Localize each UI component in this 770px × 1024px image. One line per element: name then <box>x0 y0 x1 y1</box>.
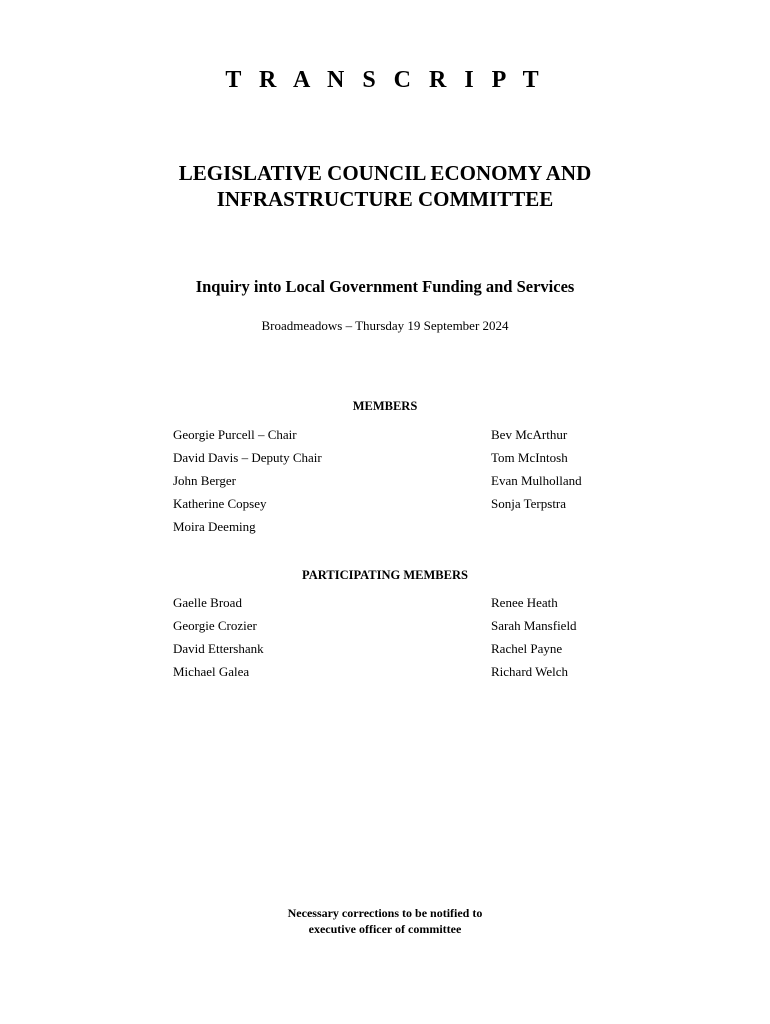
participating-member-name: David Ettershank <box>173 641 264 656</box>
corrections-note-line-2: executive officer of committee <box>308 922 462 936</box>
member-name: Sonja Terpstra <box>491 496 567 511</box>
participating-member-name: Sarah Mansfield <box>491 618 577 633</box>
committee-name <box>0 160 770 212</box>
member-name: Katherine Copsey <box>173 496 267 511</box>
participating-member-name: Richard Welch <box>491 664 569 679</box>
corrections-note <box>0 905 770 937</box>
corrections-note-line-1: Necessary corrections to be notified to <box>287 906 483 920</box>
committee-name-line-1: LEGISLATIVE COUNCIL ECONOMY AND <box>178 161 592 185</box>
member-name: Bev McArthur <box>491 427 568 442</box>
participating-member-name: Renee Heath <box>491 595 558 610</box>
participating-members-heading: PARTICIPATING MEMBERS <box>302 568 468 582</box>
inquiry-title: Inquiry into Local Government Funding and Services <box>195 277 575 296</box>
participating-members-list-left <box>173 591 264 683</box>
members-list-left <box>173 423 322 538</box>
members-list-right <box>491 423 582 515</box>
members-heading: MEMBERS <box>352 399 418 413</box>
participating-members-list-right <box>491 591 577 683</box>
hearing-location-date: Broadmeadows – Thursday 19 September 2024 <box>261 318 509 333</box>
participating-member-name: Georgie Crozier <box>173 618 257 633</box>
member-name: Tom McIntosh <box>491 450 568 465</box>
member-name: Georgie Purcell – Chair <box>173 427 297 442</box>
member-name: David Davis – Deputy Chair <box>173 450 322 465</box>
participating-member-name: Gaelle Broad <box>173 595 242 610</box>
participating-member-name: Rachel Payne <box>491 641 563 656</box>
participating-member-name: Michael Galea <box>173 664 250 679</box>
member-name: John Berger <box>173 473 236 488</box>
document-title: T R A N S C R I P T <box>225 67 545 93</box>
committee-name-line-2: INFRASTRUCTURE COMMITTEE <box>216 187 554 211</box>
member-name: Moira Deeming <box>173 519 256 534</box>
member-name: Evan Mulholland <box>491 473 582 488</box>
